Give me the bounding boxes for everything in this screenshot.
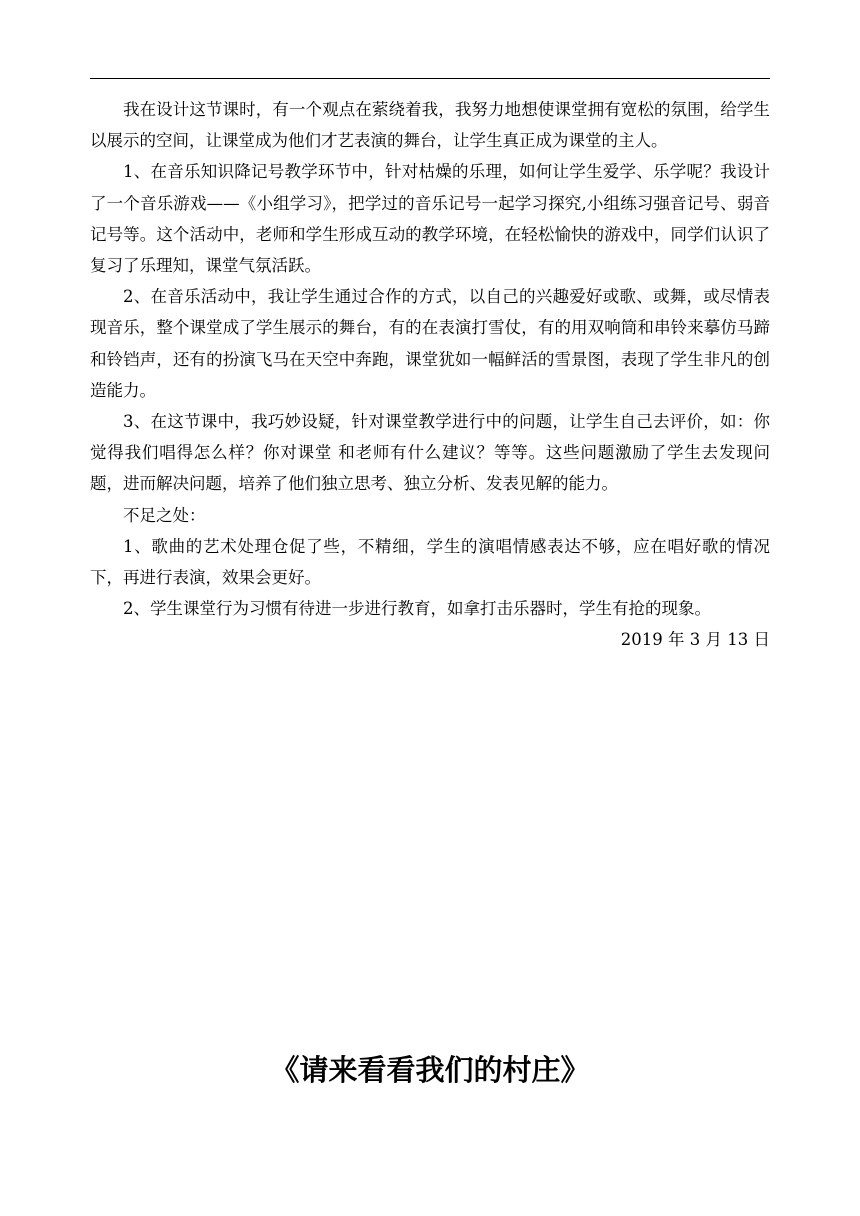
- paragraph-point-3: 3、在这节课中，我巧妙设疑，针对课堂教学进行中的问题，让学生自己去评价，如：你觉得我们唱得怎么样？你对课堂 和老师有什么建议？等等。这些问题激励了学生去发现问题，进而解决问题，培养了他们独立思考、独立分析、发表见解的能力。: [90, 412, 770, 494]
- document-date: 2019 年 3 月 13 日: [620, 630, 770, 650]
- paragraph-point-1: 1、在音乐知识降记号教学环节中，针对枯燥的乐理，如何让学生爱学、乐学呢？我设计了一个音乐游戏——《小组学习》，把学过的音乐记号一起学习探究,小组练习强音记号、弱音记号等。这个活动中，老师和学生形成互动的教学环境，在轻松愉快的游戏中，同学们认识了复习了乐理知，课堂气氛活跃。: [90, 162, 770, 276]
- next-section-title: 《请来看看我们的村庄》: [270, 1053, 590, 1087]
- paragraph-point-2: 2、在音乐活动中，我让学生通过合作的方式，以自己的兴趣爱好或歌、或舞，或尽情表现音乐，整个课堂成了学生展示的舞台，有的在表演打雪仗，有的用双响筒和串铃来摹仿马蹄和铃铛声，还有的扮演飞马在天空中奔跑，课堂犹如一幅鲜活的雪景图，表现了学生非凡的创造能力。: [90, 287, 770, 400]
- header-rule: [90, 78, 770, 79]
- paragraph-shortcoming-2: 2、学生课堂行为习惯有待进一步进行教育，如拿打击乐器时，学生有抢的现象。: [123, 599, 711, 619]
- body-text: [90, 94, 770, 656]
- paragraph-shortcomings-heading: 不足之处：: [123, 505, 206, 525]
- paragraph-intro: 我在设计这节课时，有一个观点在萦绕着我，我努力地想使课堂拥有宽松的氛围，给学生以展示的空间，让课堂成为他们才艺表演的舞台，让学生真正成为课堂的主人。: [90, 100, 770, 151]
- paragraph-shortcoming-1: 1、歌曲的艺术处理仓促了些，不精细，学生的演唱情感表达不够，应在唱好歌的情况下，再进行表演，效果会更好。: [90, 536, 770, 588]
